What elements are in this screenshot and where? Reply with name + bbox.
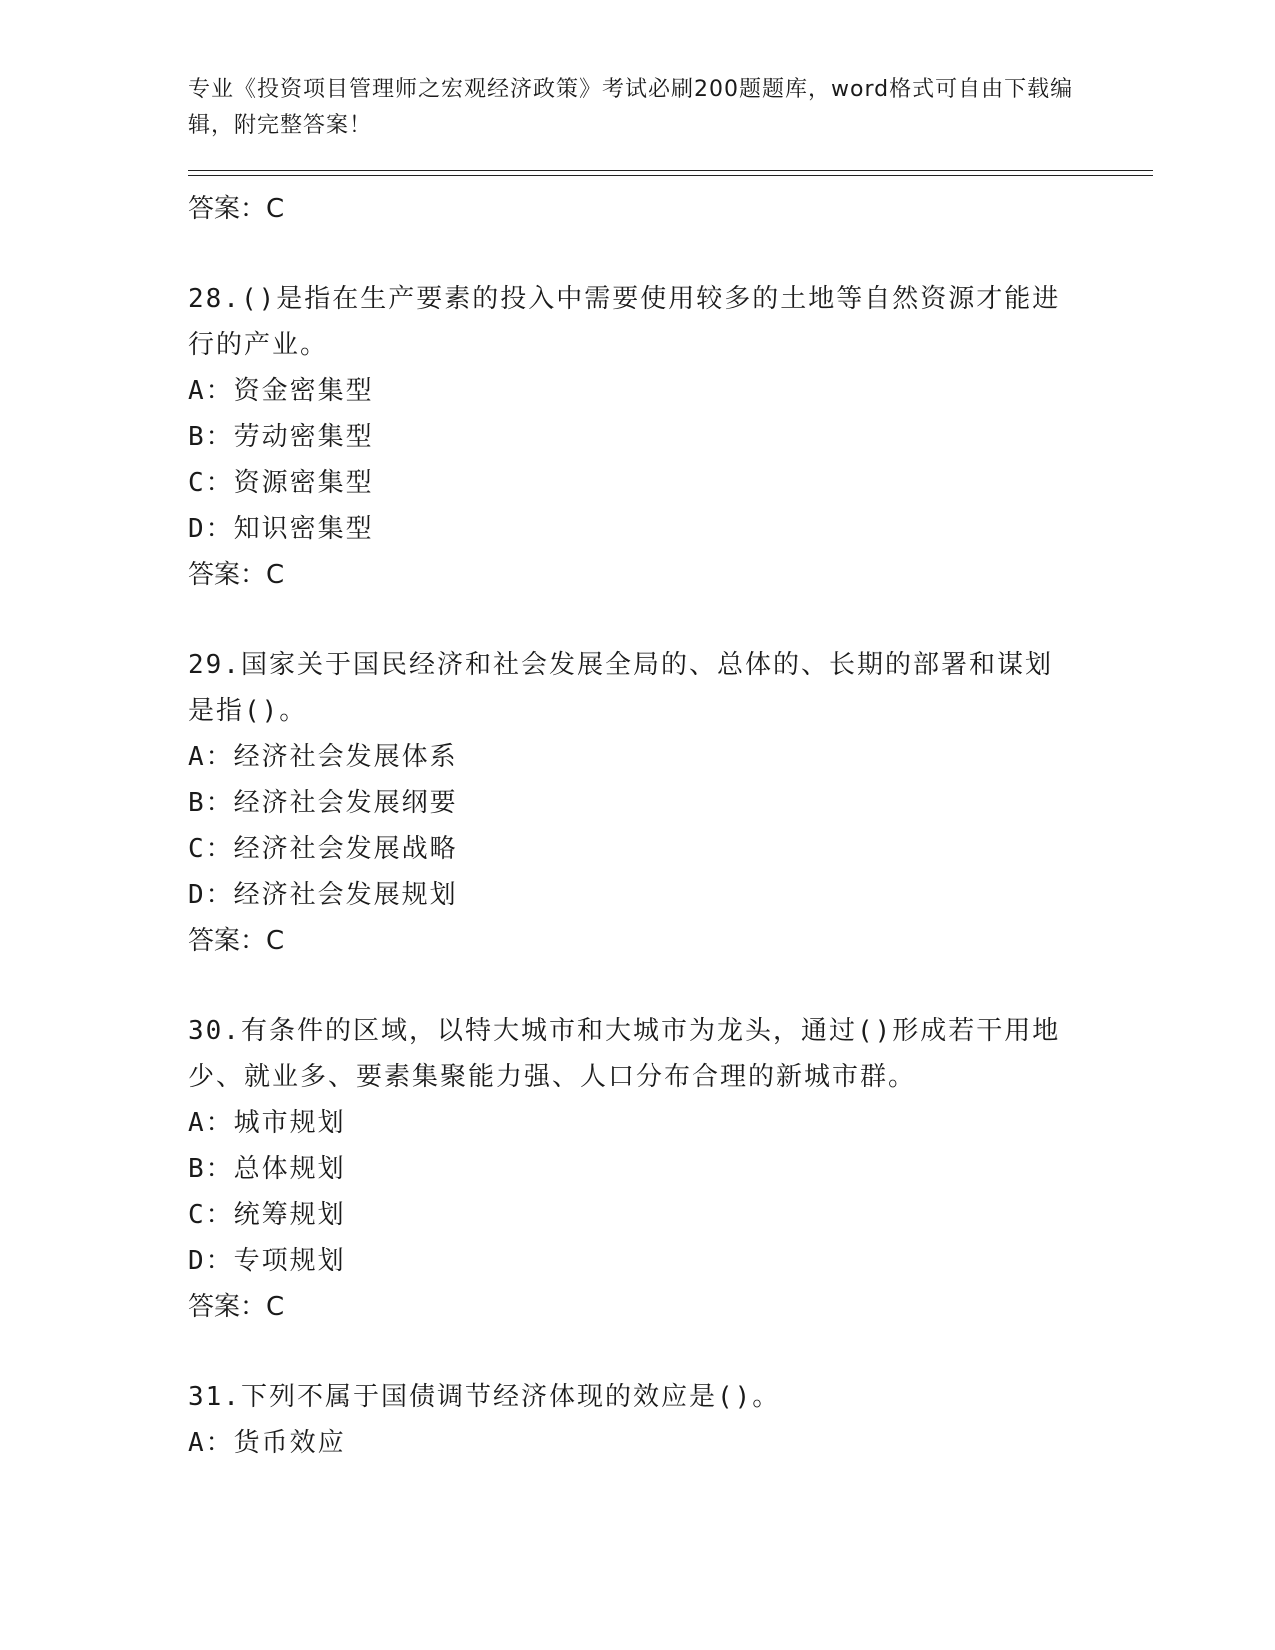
option-a: A：资金密集型 [188, 376, 374, 406]
option-c: C：资源密集型 [188, 468, 374, 498]
answer-line: 答案：C [188, 560, 285, 590]
header-divider-top [188, 170, 1153, 171]
document-header [188, 72, 1078, 144]
question-stem: 28.()是指在生产要素的投入中需要使用较多的土地等自然资源才能进行的产业。 [188, 284, 1061, 360]
option-c: C：经济社会发展战略 [188, 834, 458, 864]
option-a: A：货币效应 [188, 1428, 346, 1458]
option-d: D：专项规划 [188, 1246, 346, 1276]
option-b: B：总体规划 [188, 1154, 346, 1184]
option-d: D：知识密集型 [188, 514, 374, 544]
question-stem: 31.下列不属于国债调节经济体现的效应是()。 [188, 1382, 781, 1412]
answer-line: 答案：C [188, 1292, 285, 1322]
answer-line: 答案：C [188, 926, 285, 956]
question-list [188, 186, 1108, 1466]
header-divider-bottom [188, 175, 1153, 176]
option-b: B：经济社会发展纲要 [188, 788, 458, 818]
option-c: C：统筹规划 [188, 1200, 346, 1230]
answer-line: 答案：C [188, 194, 285, 224]
question-stem: 30.有条件的区域，以特大城市和大城市为龙头，通过()形成若干用地少、就业多、要素集聚能力强、人口分布合理的新城市群。 [188, 1016, 1061, 1092]
option-b: B：劳动密集型 [188, 422, 374, 452]
header-text: 专业《投资项目管理师之宏观经济政策》考试必刷200题题库，word格式可自由下载编辑，附完整答案！ [188, 77, 1074, 138]
option-a: A：经济社会发展体系 [188, 742, 458, 772]
option-d: D：经济社会发展规划 [188, 880, 458, 910]
question-stem: 29.国家关于国民经济和社会发展全局的、总体的、长期的部署和谋划是指()。 [188, 650, 1053, 726]
option-a: A：城市规划 [188, 1108, 346, 1138]
